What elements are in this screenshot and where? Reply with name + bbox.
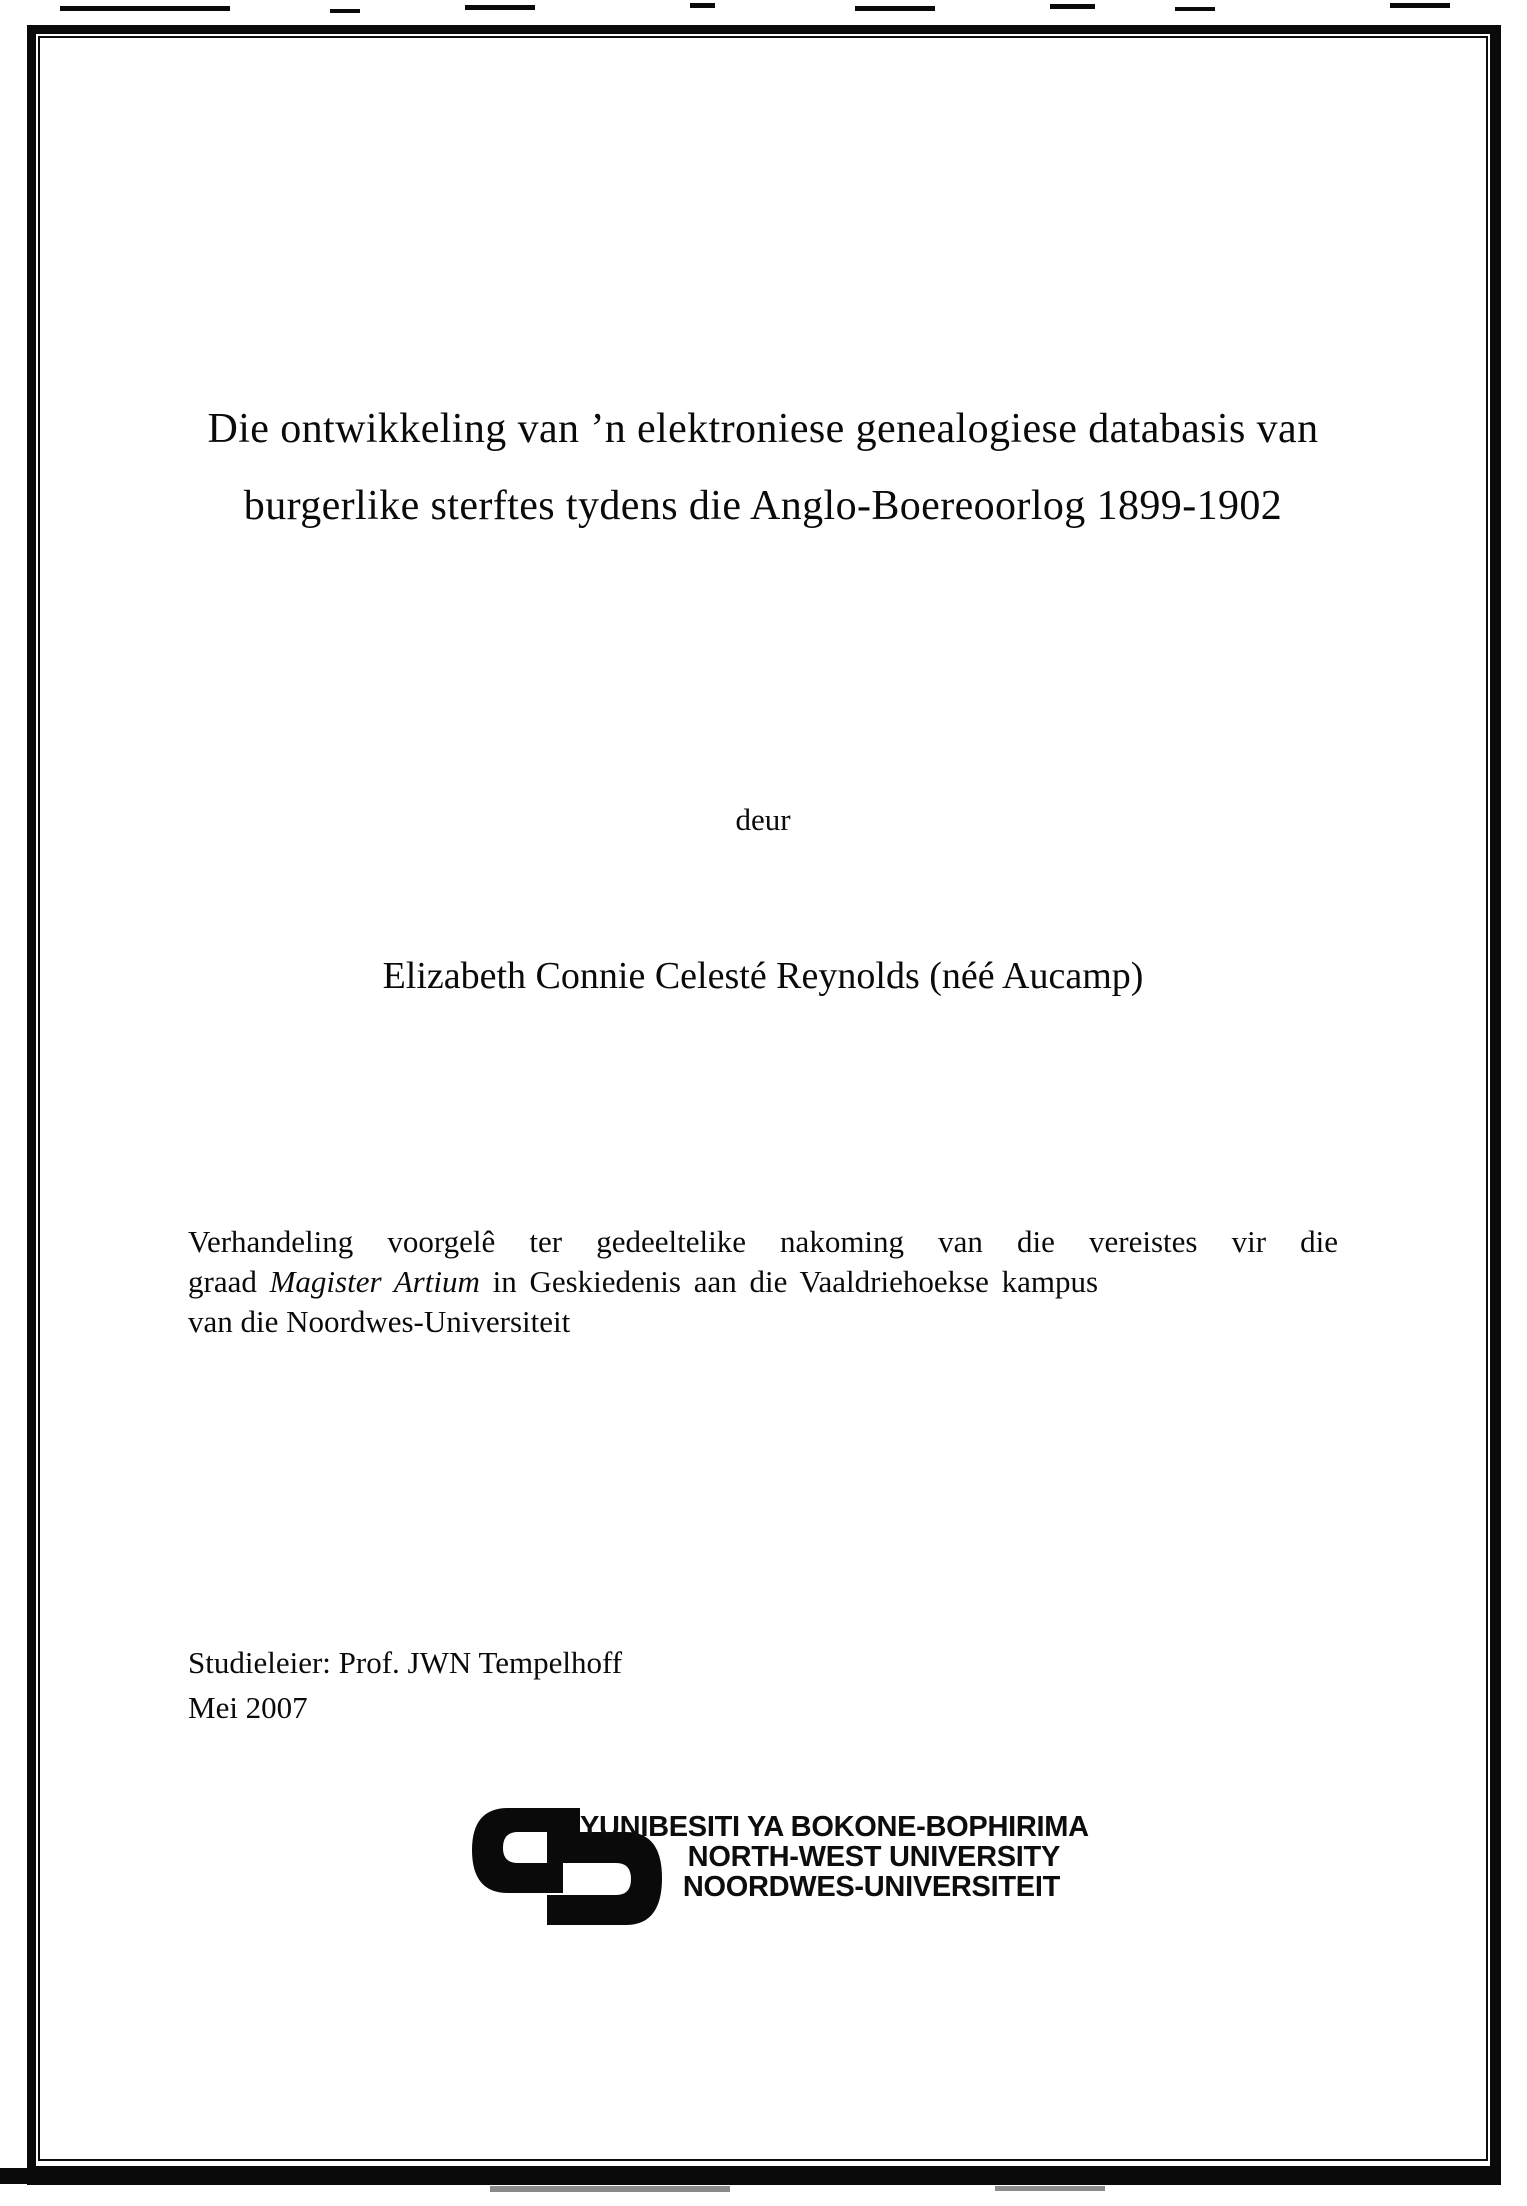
thesis-title-line-1: Die ontwikkeling van ’n elektroniese genealogiese databasis van [207,406,1319,452]
scan-artifact [690,3,715,8]
scan-artifact [1050,4,1095,9]
byline-deur: deur [735,802,791,837]
scan-artifact [330,9,360,13]
scan-artifact [490,2186,730,2192]
scan-artifact [1390,3,1450,8]
thesis-title-line-2: burgerlike sterftes tydens die Anglo-Boereoorlog 1899-1902 [243,483,1283,529]
scan-artifact [995,2186,1105,2191]
author-name: Elizabeth Connie Celesté Reynolds (néé Aucamp) [382,955,1144,997]
degree-statement-line-2-pre: graad [188,1264,270,1299]
degree-statement [188,1222,1338,1342]
logo-text-afrikaans: NOORDWES-UNIVERSITEIT [682,1871,1060,1903]
thesis-title [188,391,1338,545]
supervisor-block [188,1640,1338,1730]
scan-artifact [60,6,230,11]
scan-artifact [855,6,935,11]
logo-text-english: NORTH-WEST UNIVERSITY [687,1841,1060,1873]
degree-statement-line-3: van die Noordwes-Universiteit [188,1304,571,1339]
degree-name-italic: Magister Artium [269,1264,480,1299]
scan-artifact [1175,7,1215,11]
degree-statement-line-1: Verhandeling voorgelê ter gedeeltelike nakoming van die vereistes vir die [188,1224,1338,1259]
supervisor-line: Studieleier: Prof. JWN Tempelhoff [188,1645,623,1680]
scan-artifact [465,5,535,10]
logo-text-setswana: YUNIBESITI YA BOKONE-BOPHIRIMA [580,1811,1089,1843]
degree-statement-line-2 [188,1262,1338,1302]
nwu-logo-text [580,1811,1089,1903]
degree-statement-line-2-post: in Geskiedenis aan die Vaaldriehoekse kampus [479,1264,1099,1299]
date-line: Mei 2007 [188,1690,308,1725]
